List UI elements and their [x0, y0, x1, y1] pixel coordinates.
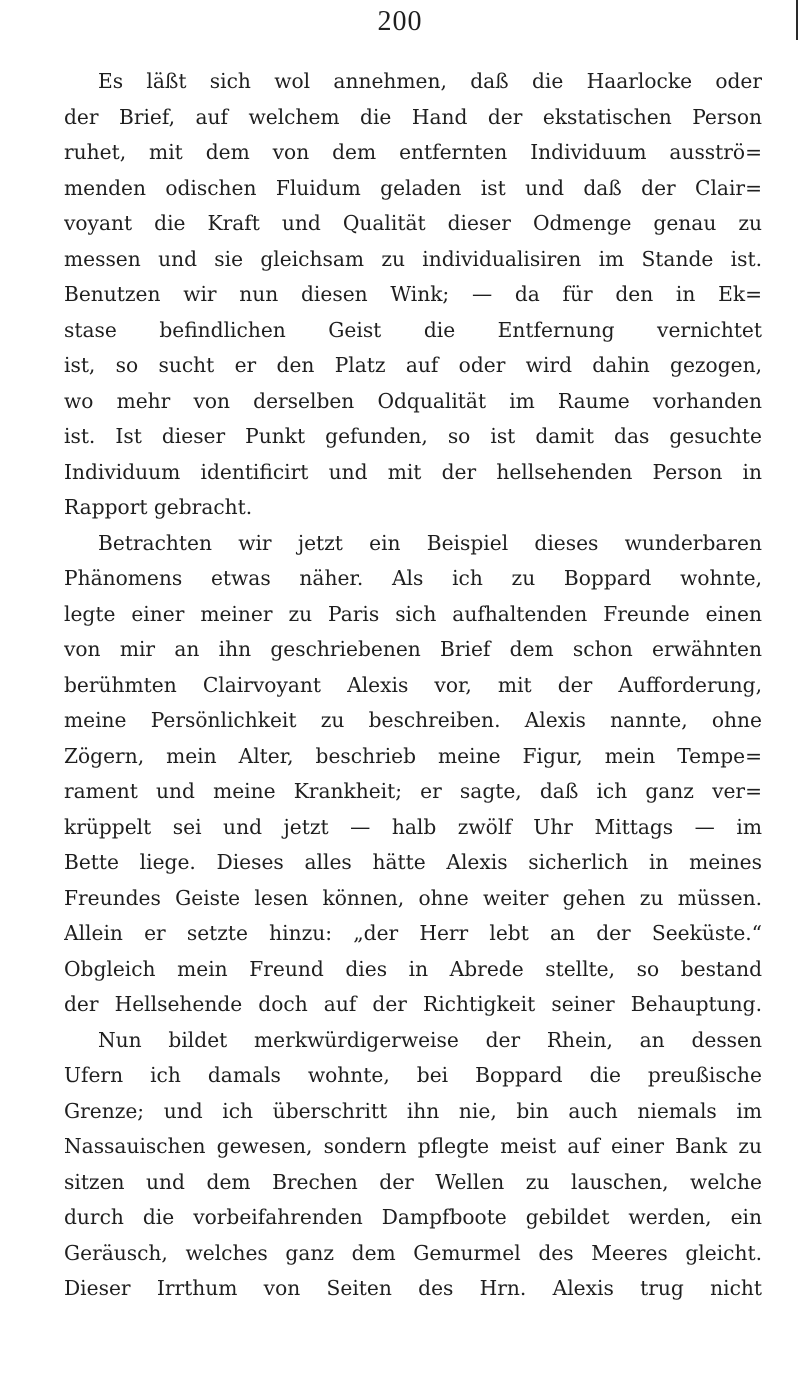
text-line: von mir an ihn geschriebenen Brief dem schon erwähnten — [64, 637, 762, 661]
text-line: Phänomens etwas näher. Als ich zu Boppard wohnte, — [64, 566, 762, 590]
text-line: der Brief, auf welchem die Hand der ekstatischen Person — [64, 104, 762, 129]
text-line: durch die vorbeifahrenden Dampfboote gebildet werden, ein — [64, 1205, 762, 1229]
text-line: Individuum identificirt und mit der hellsehenden Person in — [64, 459, 762, 484]
text-line: Grenze; und ich überschritt ihn nie, bin auch niemals im — [64, 1098, 762, 1123]
text-line: stase befindlichen Geist die Entfernung vernichtet — [64, 317, 762, 342]
text-line: voyant die Kraft und Qualität dieser Odmenge genau zu — [64, 211, 762, 235]
text-line: Geräusch, welches ganz dem Gemurmel des Meeres gleicht. — [64, 1240, 762, 1265]
text-line: menden odischen Fluidum geladen ist und daß der Clair= — [64, 175, 762, 200]
text-line: Bette liege. Dieses alles hätte Alexis sicherlich in meines — [64, 850, 762, 874]
text-line: Ufern ich damals wohnte, bei Boppard die preußische — [64, 1063, 762, 1087]
text-line: der Hellsehende doch auf der Richtigkeit seiner Behauptung. — [64, 992, 762, 1016]
text-line: krüppelt sei und jetzt — halb zwölf Uhr Mittags — im — [64, 814, 762, 839]
text-line: Allein er setzte hinzu: „der Herr lebt an der Seeküste.“ — [64, 921, 762, 945]
text-line: meine Persönlichkeit zu beschreiben. Alexis nannte, ohne — [64, 708, 762, 732]
text-line: Rapport gebracht. — [64, 495, 253, 519]
text-line: Obgleich mein Freund dies in Abrede stellte, so bestand — [64, 956, 762, 981]
text-line: Zögern, mein Alter, beschrieb meine Figur, mein Tempe= — [64, 743, 762, 768]
text-line: messen und sie gleichsam zu individualisiren im Stande ist. — [64, 246, 762, 271]
text-line: berühmten Clairvoyant Alexis vor, mit der Aufforderung, — [64, 672, 762, 697]
page-number: 200 — [377, 6, 423, 37]
text-line: Benutzen wir nun diesen Wink; — da für den in Ek= — [64, 282, 762, 306]
text-line: rament und meine Krankheit; er sagte, daß ich ganz ver= — [64, 779, 762, 803]
text-line: Nassauischen gewesen, sondern pflegte meist auf einer Bank zu — [64, 1134, 762, 1158]
text-line: Betrachten wir jetzt ein Beispiel dieses wunderbaren — [98, 530, 762, 555]
text-line: ist, so sucht er den Platz auf oder wird dahin gezogen, — [64, 353, 762, 377]
text-line: sitzen und dem Brechen der Wellen zu lauschen, welche — [64, 1169, 762, 1194]
text-line: ruhet, mit dem von dem entfernten Individuum ausströ= — [64, 140, 762, 164]
text-line: Es läßt sich wol annehmen, daß die Haarlocke oder — [98, 69, 762, 93]
text-line: legte einer meiner zu Paris sich aufhaltenden Freunde einen — [64, 601, 762, 626]
text-line: Dieser Irrthum von Seiten des Hrn. Alexis trug nicht — [64, 1276, 762, 1300]
text-line: ist. Ist dieser Punkt gefunden, so ist damit das gesuchte — [64, 424, 762, 448]
text-line: Freundes Geiste lesen können, ohne weiter gehen zu müssen. — [64, 885, 762, 910]
body-text — [64, 64, 762, 1307]
text-line: Nun bildet merkwürdigerweise der Rhein, an dessen — [98, 1027, 762, 1052]
text-line: wo mehr von derselben Odqualität im Raume vorhanden — [64, 388, 762, 413]
